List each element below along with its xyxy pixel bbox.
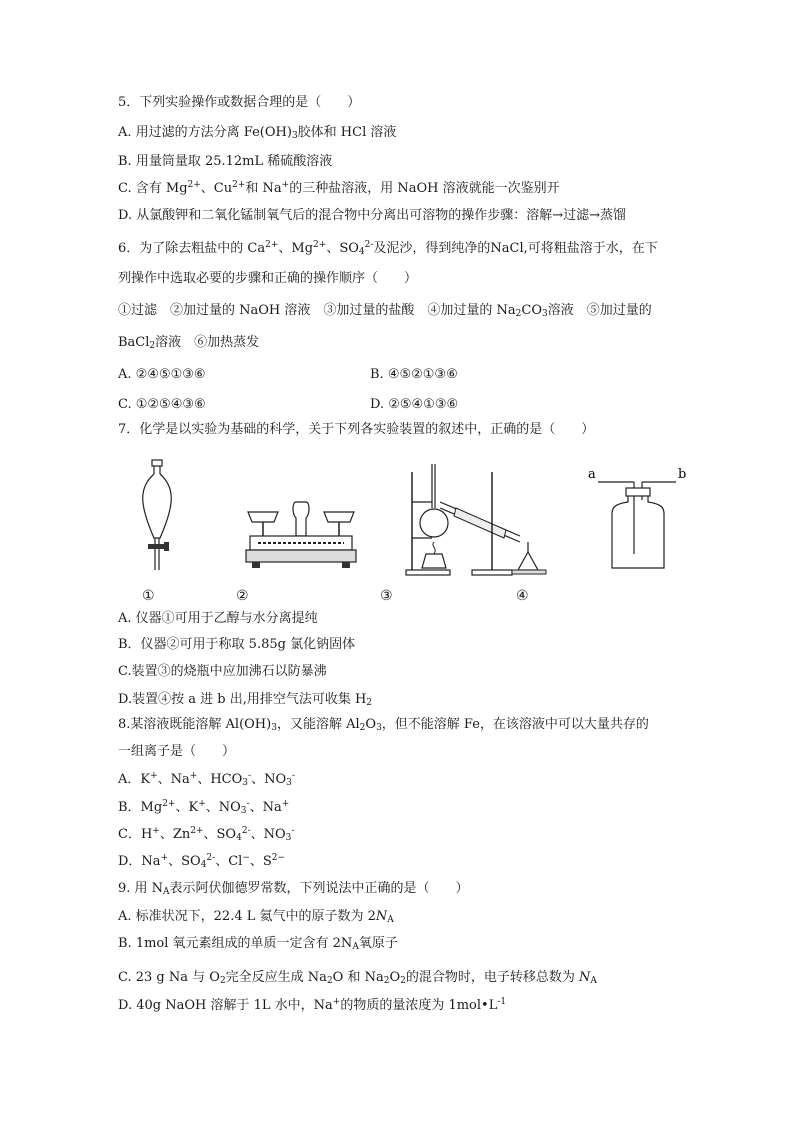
- q7-apparatus-figures: [118, 458, 718, 608]
- q6-option-a: A. ②④⑤①③⑥: [118, 367, 206, 382]
- figure-label-3: ③: [380, 588, 393, 604]
- q5-option-c: C. 含有 $Mg^{2+}$、$Cu^{2+}$和 Na+的三种盐溶液，用 NaOH 溶液就能一次鉴别开: [118, 180, 560, 196]
- q6-option-c: C. ①②⑤④③⑥: [118, 397, 206, 412]
- q7-option-d: D.装置④按 a 进 b 出,用排空气法可收集 $H_2$: [118, 692, 373, 708]
- q6-option-d: D. ②⑤④①③⑥: [370, 397, 459, 412]
- q5-option-a: A. 用过滤的方法分离 $Fe(OH)_3$胶体和 HCl 溶液: [118, 125, 397, 141]
- q7-stem: 7．化学是以实验为基础的科学，关于下列各实验装置的叙述中，正确的是（ ）: [118, 422, 595, 437]
- q9-option-b: B. 1mol 氧元素组成的单质一定含有 $2N_A$氧原子: [118, 936, 398, 952]
- q9-stem: 9. 用 $N_A$表示阿伏伽德罗常数，下列说法中正确的是（ ）: [118, 881, 469, 897]
- q9-option-a: A. 标准状况下，22.4 L 氦气中的原子数为 $2N_A$: [118, 909, 394, 925]
- q8-option-b: B．$Mg^{2+}$、K+、$NO_3^-$、Na+: [118, 799, 290, 816]
- q7-option-a: A. 仪器①可用于乙醇与水分离提纯: [118, 611, 318, 626]
- distillation-apparatus-figure: [402, 458, 552, 578]
- q9-option-c: C. 23 g Na 与 $O_2$完全反应生成 $Na_2O$ 和 $Na_2O_2$的混合物时，电子转移总数为 $N_A$: [118, 970, 597, 986]
- q6-stem-line2: 列操作中选取必要的步骤和正确的操作顺序（ ）: [118, 271, 418, 286]
- gas-bottle-label-b: b: [678, 467, 687, 482]
- gas-bottle-figure: [588, 464, 688, 574]
- q8-stem-line2: 一组离子是（ ）: [118, 744, 236, 759]
- q8-option-c: C．H+、$Zn^{2+}$、$SO_4^{2-}$、$NO_3^-$: [118, 826, 295, 843]
- q6-operations-line1: ①过滤 ②加过量的 NaOH 溶液 ③加过量的盐酸 ④加过量的 $Na_2CO_3$溶液 ⑤加过量的: [118, 303, 652, 319]
- figure-label-4: ④: [516, 588, 529, 604]
- q6-option-b: B. ④⑤②①③⑥: [370, 367, 458, 382]
- figure-label-1: ①: [142, 588, 155, 604]
- q5-option-d: D. 从氯酸钾和二氧化锰制氧气后的混合物中分离出可溶物的操作步骤：溶解→过滤→蒸馏: [118, 208, 627, 223]
- q8-option-a: A．K+、Na+、$HCO_3^-$、$NO_3^-$: [118, 771, 295, 788]
- balance-scale-figure: [244, 498, 359, 578]
- q6-operations-line2: BaCl$_2$溶液 ⑥加热蒸发: [118, 335, 260, 351]
- q5-option-b: B. 用量筒量取 25.12mL 稀硫酸溶液: [118, 154, 333, 169]
- q8-stem-line1: 8.某溶液既能溶解 $Al(OH)_3$，又能溶解 $Al_2O_3$，但不能溶解 Fe，在该溶液中可以大量共存的: [118, 717, 649, 733]
- gas-bottle-label-a: a: [588, 467, 596, 482]
- figure-label-2: ②: [236, 588, 249, 604]
- q6-stem-line1: 6．为了除去粗盐中的 $Ca^{2+}$、$Mg^{2+}$、$SO_4^{2-}$及泥沙，得到纯净的NaCl,可将粗盐溶于水，在下: [118, 240, 658, 257]
- q5-stem: 5．下列实验操作或数据合理的是（ ）: [118, 95, 361, 110]
- q7-option-b: B．仪器②可用于称取 5.85g 氯化钠固体: [118, 637, 356, 652]
- q8-option-d: D．Na+、$SO_4^{2-}$、Cl−、$S^{2-}$: [118, 853, 286, 870]
- q7-option-c: C.装置③的烧瓶中应加沸石以防暴沸: [118, 664, 327, 679]
- q9-option-d: D. 40g NaOH 溶解于 1L 水中，Na+的物质的量浓度为 $1mol•L^{-1}$: [118, 997, 507, 1013]
- separatory-funnel-figure: [128, 458, 188, 578]
